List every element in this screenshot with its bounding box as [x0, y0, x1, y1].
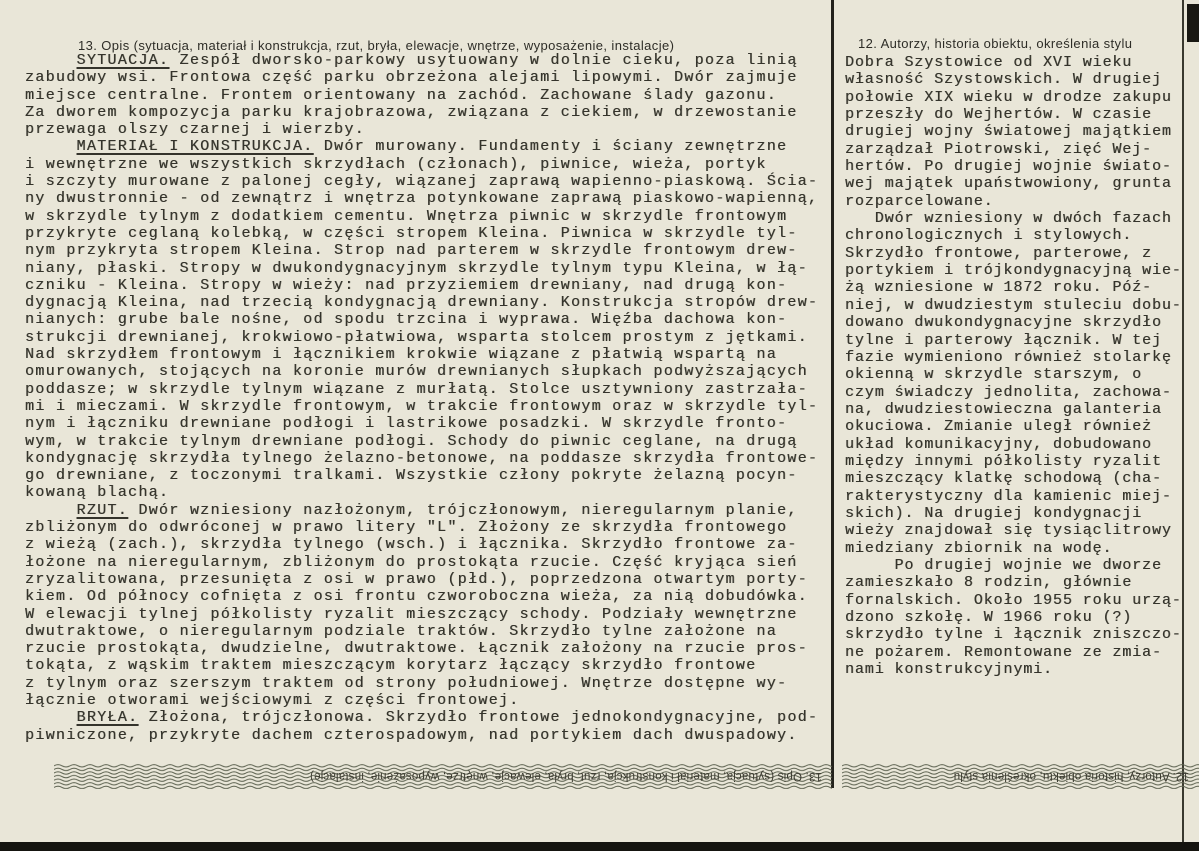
text-line: okuciowa. Zmianie uległ również	[845, 418, 1152, 436]
text-line: MATERIAŁ I KONSTRUKCJA. Dwór murowany. Fundamenty i ściany zewnętrzne	[76, 138, 788, 156]
text-line: Nad skrzydłem frontowym i łącznikiem krokwie wiązane z płatwią wspartą na	[25, 346, 778, 364]
text-line: skrzydło tylne i łącznik zniszczo-	[845, 626, 1182, 644]
text-line: czym świadczy jednolita, zachowa-	[845, 383, 1172, 401]
text-line: drugiej wojny światowej majątkiem	[845, 123, 1172, 141]
text-line: fazie wymieniono również stolarkę	[845, 348, 1172, 366]
text-line: wej majątek upaństwowiony, grunta	[845, 175, 1172, 193]
text-line: hertów. Po drugiej wojnie świato-	[845, 158, 1172, 176]
text-line: dwutraktowe, o nieregularnym podziale traktów. Skrzydło tylne założone na	[25, 622, 778, 640]
text-line: miedziany zbiornik na wodę.	[845, 539, 1113, 557]
text-line: czniku - Kleina. Stropy w wieży: nad przyziemiem drewniany, nad drugą kon-	[25, 276, 788, 294]
page-right-edge-rule	[1182, 0, 1184, 842]
top-right-ink-mark	[1187, 4, 1199, 42]
text-line: kondygnację skrzydła tylnego żelazno-betonowe, na poddasze skrzydła frontowe-	[25, 449, 819, 467]
text-line: tylne i parterowy łącznik. W tej	[845, 331, 1162, 349]
text-line: połowie XIX wieku w drodze zakupu	[845, 88, 1172, 106]
text-line: rakterystyczny dla kamienic miej-	[845, 487, 1172, 505]
text-line: przeszły do Wejhertów. W czasie	[845, 106, 1152, 124]
wavy-band-right	[842, 764, 1199, 789]
text-line: nym i łączniku drewniane podłogi i lastrikowe posadzki. W skrzydle fronto-	[25, 415, 788, 433]
text-line: nym przykryta stropem Kleina. Strop nad parterem w skrzydle frontowym drew-	[25, 242, 798, 260]
text-line: ny dwustronnie - od zewnątrz i wnętrza potynkowane zaprawą piaskowo-wapienną,	[25, 190, 819, 208]
section-header: SYTUACJA.	[76, 52, 170, 69]
text-line: kowaną blachą.	[25, 484, 170, 502]
text-line: zabudowy wsi. Frontowa część parku obrzeżona alejami lipowymi. Dwór zajmuje	[25, 69, 798, 87]
text-line: go drewniane, z toczonymi tralkami. Wszystkie człony pokryte żelazną pocyn-	[25, 467, 798, 485]
text-line: strukcji drewnianej, krokwiowo-płatwiowa, wsparta stolcem prostym z jętkami.	[25, 328, 808, 346]
text-line: RZUT. Dwór wzniesiony nazłożonym, trójczłonowym, nieregularnym planie,	[76, 501, 798, 519]
section-header: MATERIAŁ I KONSTRUKCJA.	[76, 138, 314, 156]
text-line: dzono szkołę. W 1966 roku (?)	[845, 609, 1133, 626]
text-line: rozparcelowane.	[845, 192, 994, 210]
text-line: Skrzydło frontowe, parterowe, z	[845, 244, 1152, 262]
text-line: skich). Na drugiej kondygnacji	[845, 504, 1143, 522]
bleed-through-label-13-flipped: 13. Opis (sytuacja, materiał i konstrukcja, rzut, bryła, elewacje, wnętrze, wyposażenie, instalacje)	[309, 770, 822, 783]
text-line: żą wzniesione w 1872 roku. Póź-	[845, 279, 1152, 297]
text-line: zarządzał Piotrowski, zięć Wej-	[845, 140, 1152, 158]
text-line: zryzalitowana, przesunięta z osi w prawo (płd.), poprzedzona otwartym porty-	[25, 570, 808, 588]
text-line: W elewacji tylnej półkolisty ryzalit mieszczący schody. Podziały wewnętrzne	[25, 605, 798, 623]
text-line: chronologicznych i stylowych.	[845, 227, 1133, 245]
scan-bottom-edge	[0, 842, 1199, 851]
text-line: ne pożarem. Remontowane ze zmia-	[845, 643, 1162, 661]
text-line: i wewnętrzne we wszystkich skrzydłach (członach), piwnice, wieża, portyk	[25, 155, 767, 173]
right-column-text	[845, 54, 1182, 678]
text-line: z wieżą (zach.), skrzydła tylnego (wsch.) i łącznika. Skrzydło frontowe za-	[25, 536, 798, 554]
text-line: z tylnym oraz szerszym traktem od strony południowej. Wnętrze dostępne wy-	[25, 674, 788, 692]
text-line: zbliżonym do odwróconej w prawo litery "L". Złożony ze skrzydła frontowego	[25, 519, 788, 537]
text-line: BRYŁA. Złożona, trójczłonowa. Skrzydło frontowe jednokondygnacyjne, pod-	[76, 709, 819, 727]
text-line: wieży znajdował się tysiąclitrowy	[845, 522, 1172, 540]
text-line: przewaga olszy czarnej i wierzby.	[25, 121, 365, 139]
text-line: Za dworem kompozycja parku krajobrazowa, związana z ciekiem, w drzewostanie	[25, 103, 798, 121]
left-column-text	[25, 52, 818, 744]
text-line: łącznie otworami wejściowymi z części frontowej.	[25, 691, 520, 709]
text-line: łożone na nieregularnym, zbliżonym do prostokąta rzucie. Część kryjąca sień	[25, 553, 798, 571]
text-line: Dobra Szystowice od XVI wieku	[845, 54, 1133, 71]
text-line: okienną w skrzydle starszym, o	[845, 366, 1143, 384]
wavy-band-left	[54, 764, 832, 789]
text-line: własność Szystowskich. W drugiej	[845, 71, 1162, 89]
text-line: układ komunikacyjny, dobudowano	[845, 435, 1152, 453]
text-line: niany, płaski. Stropy w dwukondygnacyjnym skrzydle tylnym typu Kleina, w łą-	[25, 259, 808, 277]
text-line: SYTUACJA. Zespół dworsko-parkowy usytuowany w dolnie cieku, poza linią	[76, 52, 798, 69]
text-line: dygnacją Kleina, nad trzecią kondygnacją drewniany. Konstrukcja stropów drew-	[25, 294, 819, 312]
text-line: dowano dwukondygnacyjne skrzydło	[845, 314, 1162, 332]
text-line: zamieszkało 8 rodzin, głównie	[845, 574, 1133, 592]
text-line: miejsce centralne. Frontem orientowany na zachód. Zachowane ślady gazonu.	[25, 86, 778, 104]
text-line: między innymi półkolisty ryzalit	[845, 452, 1162, 470]
form-field-label-13: 13. Opis (sytuacja, materiał i konstrukcja, rzut, bryła, elewacje, wnętrze, wyposażenie, instalacje)	[78, 38, 675, 53]
text-line: Dwór wzniesiony w dwóch fazach	[845, 210, 1172, 228]
column-divider-rule	[831, 0, 834, 788]
text-line: niej, w dwudziestym stuleciu dobu-	[845, 296, 1182, 314]
text-line: mieszczący klatkę schodową (cha-	[845, 470, 1162, 488]
text-line: tokąta, z wąskim traktem mieszczącym korytarz łączący skrzydło frontowe	[25, 657, 757, 675]
bleed-through-label-12-flipped: 12. Autorzy, historia obiektu, określenia stylu	[953, 770, 1189, 783]
text-line: na, dwudziestowieczna galanteria	[845, 400, 1162, 418]
text-line: fornalskich. Około 1955 roku urzą-	[845, 591, 1182, 609]
text-line: portykiem i trójkondygnacyjną wie-	[845, 262, 1182, 280]
text-line: nianych: grube bale nośne, od spodu trzcina i wyprawa. Więźba dachowa kon-	[25, 311, 788, 329]
text-line: poddasze; w skrzydle tylnym wiązane z murłatą. Stolce usztywniony zastrzała-	[25, 380, 808, 398]
text-line: wym, w trakcie tylnym drewniane podłogi. Schody do piwnic ceglane, na drugą	[25, 432, 798, 450]
text-line: rzucie prostokąta, dwudzielne, dwutraktowe. Łącznik założony na rzucie pros-	[25, 640, 808, 658]
form-field-label-12: 12. Autorzy, historia obiektu, określenia stylu	[858, 36, 1133, 51]
text-line: omurowanych, stojących na koronie murów drewnianych słupkach podwyższających	[25, 363, 808, 381]
text-line: Po drugiej wojnie we dworze	[845, 556, 1162, 574]
text-line: piwniczone, przykryte dachem czterospadowym, nad portykiem dach dwuspadowy.	[25, 726, 798, 744]
text-line: przykryte ceglaną kolebką, w części stropem Kleina. Piwnica w skrzydle tyl-	[25, 224, 798, 242]
text-line: nami konstrukcyjnymi.	[845, 661, 1053, 679]
section-header: RZUT.	[76, 501, 129, 519]
section-header: BRYŁA.	[76, 709, 139, 727]
text-line: mi i mieczami. W skrzydle frontowym, w trakcie frontowym oraz w skrzydle tyl-	[25, 397, 819, 415]
text-line: kiem. Od północy cofnięta z osi frontu czworoboczna wieża, za nią dobudówka.	[25, 588, 808, 606]
text-line: w skrzydle tylnym z dodatkiem cementu. Wnętrza piwnic w skrzydle frontowym	[25, 207, 788, 225]
text-line: i szczyty murowane z palonej cegły, wiązanej zaprawą wapienno-piaskową. Ścia-	[25, 173, 819, 191]
